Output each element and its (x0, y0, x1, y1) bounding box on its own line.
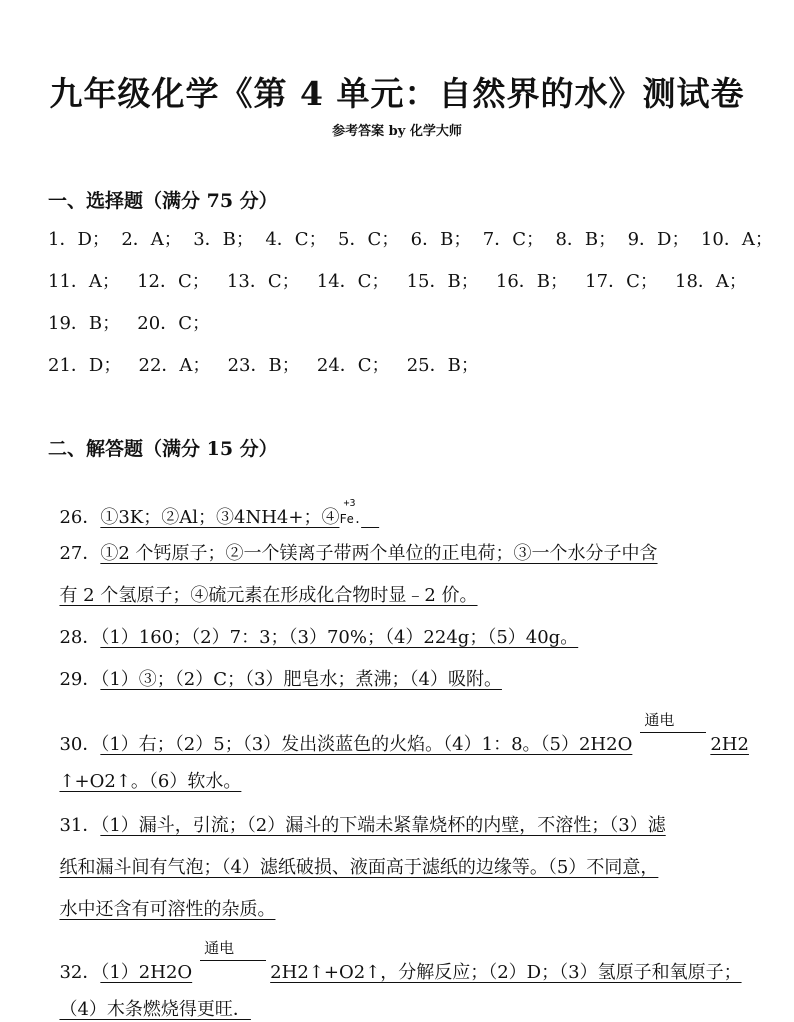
page-subtitle: 参考答案 by 化学大师 (332, 124, 462, 139)
answer-text: （1）右；（2）5；（3）发出淡蓝色的火焰。（4）1：8。（5）2H2O (100, 734, 633, 755)
answer-text: （4）木条燃烧得更旺． (59, 999, 251, 1020)
answer-text: （1）漏斗，引流；（2）漏斗的下端未紧靠烧杯的内壁，不溶性；（3）滤 (100, 815, 666, 836)
answer-text: ①2 个钙原子；②一个镁离子带两个单位的正电荷；③一个水分子中含 (100, 543, 658, 564)
question-number: 30． (59, 734, 101, 755)
answer-31-line-1 (48, 790, 666, 838)
valence-superscript: +3 (343, 498, 356, 509)
question-number: 27． (59, 543, 101, 564)
question-number: 31． (59, 815, 101, 836)
choice-answers-line-4: 21．D； 22．A； 23．B； 24．C； 25．B； (48, 355, 479, 376)
choice-answers-line-2: 11．A； 12．C； 13．C； 14．C； 15．B； 16．B； 17．C； 18．A； (48, 271, 747, 292)
reaction-condition (640, 711, 706, 750)
answer-32-line-2 (48, 974, 251, 1022)
answer-27-line-2 (48, 560, 478, 608)
answer-text: 2H2 (710, 734, 749, 755)
question-number: 32． (59, 962, 101, 983)
choice-section-heading: 一、选择题（满分 75 分） (48, 190, 278, 212)
answer-text: 水中还含有可溶性的杂质。 (59, 899, 276, 920)
condition-bar (640, 732, 706, 733)
answer-text: （1）2H2O (100, 962, 193, 983)
answer-text: ↑+O2↑。（6）软水。 (59, 771, 242, 792)
page-title: 九年级化学《第 4 单元：自然界的水》测试卷 (49, 74, 745, 113)
question-number: 26． (59, 507, 101, 528)
iron-symbol: Fe. (339, 512, 362, 526)
question-number: 29． (59, 669, 101, 690)
answer-text: 有 2 个氢原子；④硫元素在形成化合物时显﹣2 价。 (59, 585, 478, 606)
answer-31-line-3 (48, 874, 275, 922)
choice-answers-line-3: 19．B； 20．C； (48, 313, 210, 334)
question-number: 28． (59, 627, 101, 648)
answer-text: 2H2↑+O2↑，分解反应；（2）D；（3）氢原子和氧原子； (270, 962, 742, 983)
condition-label: 通电 (644, 711, 675, 729)
answer-text: 纸和漏斗间有气泡；（4）滤纸破损、液面高于滤纸的边缘等。（5）不同意， (59, 857, 659, 878)
answer-29 (48, 644, 502, 692)
answer-text: （1）160；（2）7：3；（3）70%；（4）224g；（5）40g。 (100, 627, 579, 648)
answer-28 (48, 602, 578, 650)
condition-label: 通电 (204, 939, 235, 957)
answer-27-line-1 (48, 518, 658, 566)
answer-section-heading: 二、解答题（满分 15 分） (48, 438, 278, 460)
condition-bar (200, 960, 266, 961)
answer-text: （1）③；（2）C；（3）肥皂水；煮沸；（4）吸附。 (100, 669, 502, 690)
answer-31-line-2 (48, 832, 658, 880)
answer-30-line-2 (48, 746, 241, 794)
choice-answers-line-1: 1．D； 2．A； 3．B； 4．C； 5．C； 6．B； 7．C； 8．B； 9．D； 10．A； (48, 229, 773, 250)
answer-text: ①3K；②Al；③4NH4+；④ +3 Fe. (100, 507, 379, 528)
